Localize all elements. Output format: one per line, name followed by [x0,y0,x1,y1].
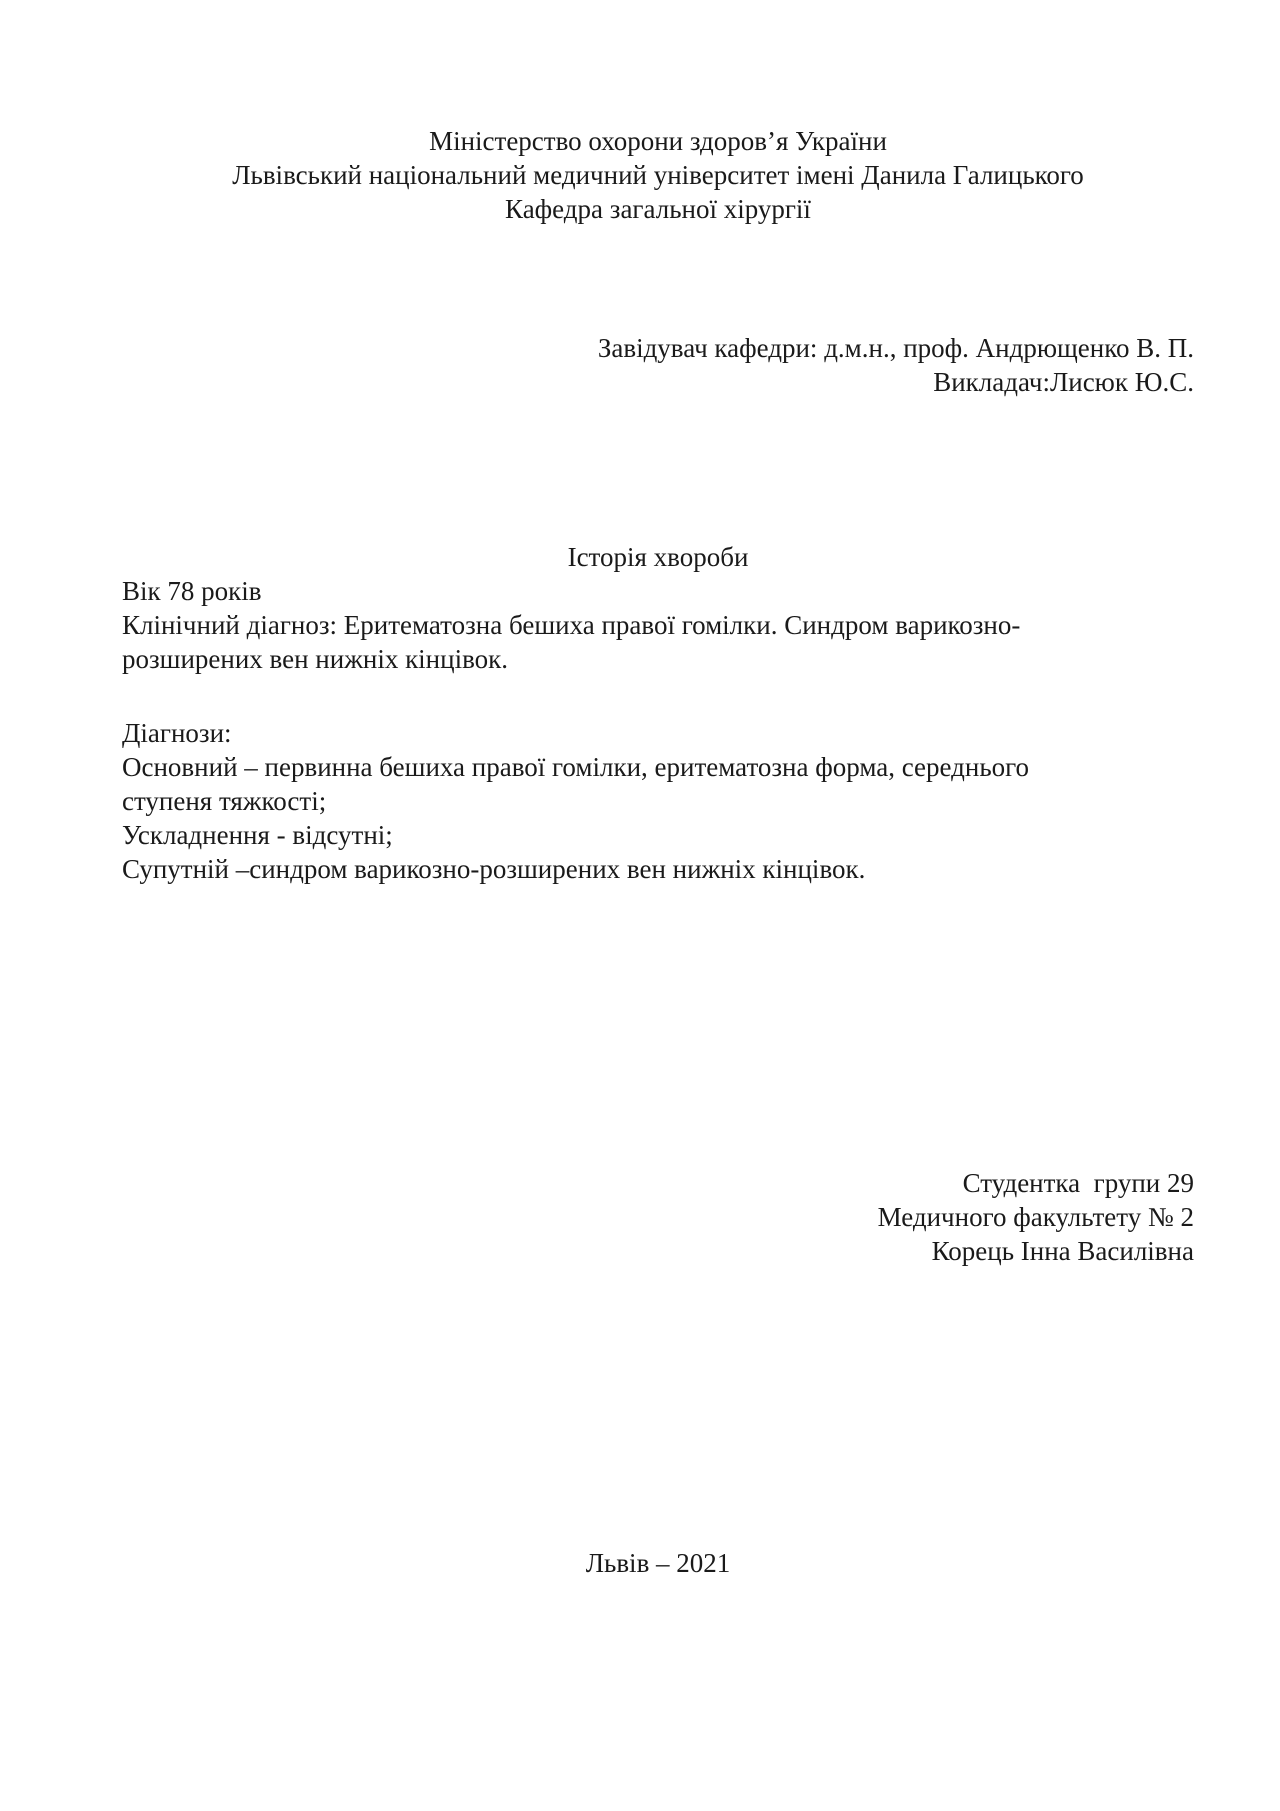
clinical-diagnosis-line-1: Клінічний діагноз: Еритематозна бешиха правої гомілки. Синдром варикозно- [122,610,1021,640]
department-head: Завідувач кафедри: д.м.н., проф. Андрющенко В. П. [597,333,1194,363]
clinical-diagnosis-line-2: розширених вен нижніх кінцівок. [122,644,509,674]
ministry-name: Міністерство охорони здоров’я України [429,126,887,156]
teacher-name: Викладач:Лисюк Ю.С. [933,367,1194,397]
complications-diagnosis: Ускладнення - відсутні; [122,820,393,850]
main-diagnosis-line-1: Основний – первинна бешиха правої гомілки, еритематозна форма, середнього [122,752,1030,782]
diagnoses-heading: Діагнози: [122,718,232,748]
city-year-footer [122,1546,1194,1580]
university-name: Львівський національний медичний університет імені Данила Галицького [232,160,1084,190]
student-faculty: Медичного факультету № 2 [877,1202,1194,1232]
document-title: Історія хвороби [567,542,749,572]
concomitant-diagnosis: Супутній –синдром варикозно-розширених вен нижніх кінцівок. [122,854,866,884]
student-name: Корець Інна Василівна [931,1236,1194,1266]
main-diagnosis-line-2: ступеня тяжкості; [122,786,327,816]
student-block [122,1166,1194,1268]
institution-header [122,124,1194,226]
staff-block [122,331,1194,399]
student-group: Студентка групи 29 [962,1168,1194,1198]
case-history-block [122,540,1194,676]
patient-age: Вік 78 років [122,576,262,606]
department-name: Кафедра загальної хірургії [505,194,811,224]
diagnoses-block [122,716,1194,886]
city-and-year: Львів – 2021 [585,1548,731,1578]
